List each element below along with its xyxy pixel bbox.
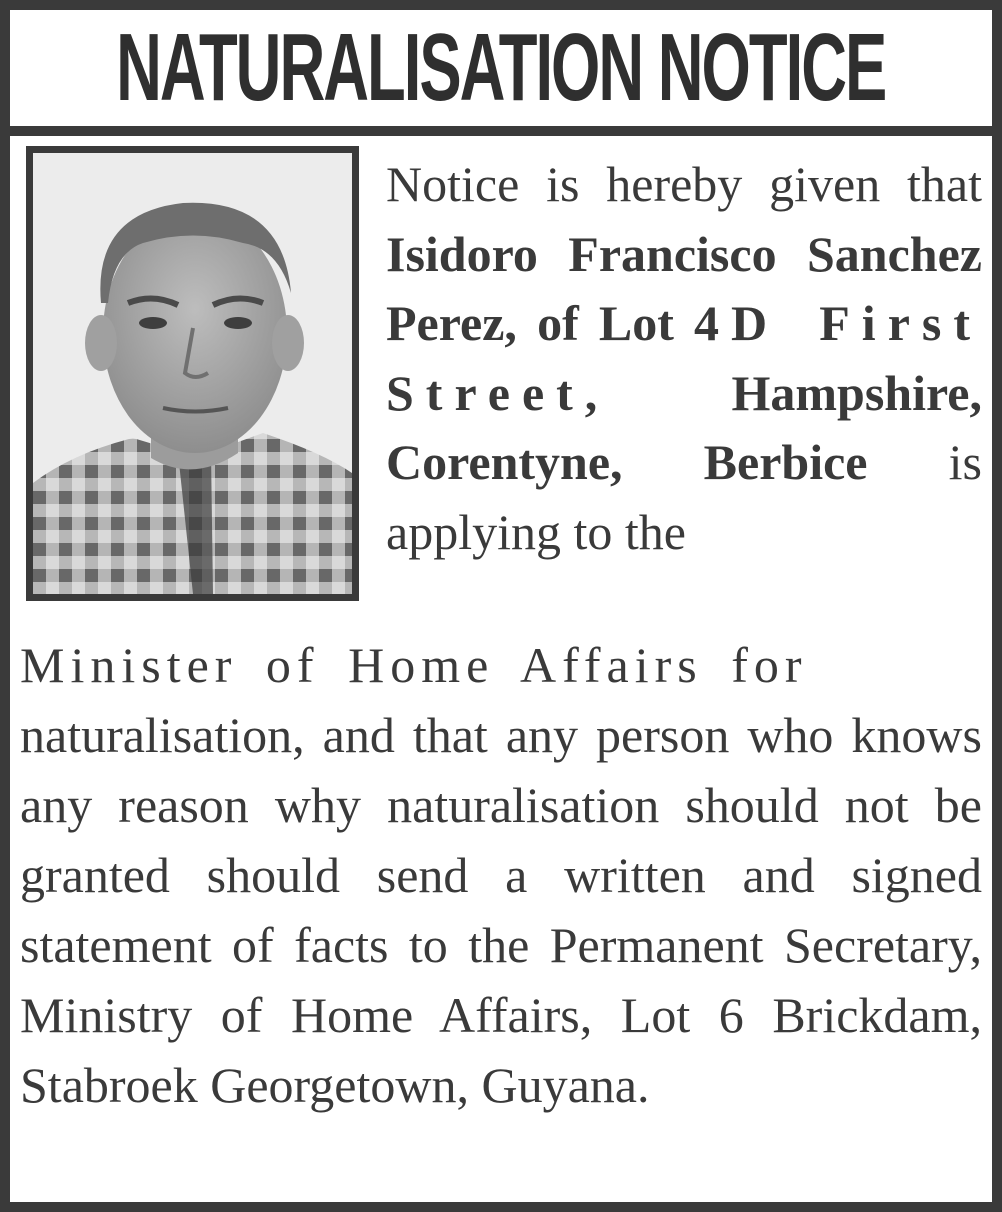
body-first-line: Minister of Home Affairs for bbox=[20, 637, 808, 693]
intro-text-3: is applying to the bbox=[386, 434, 982, 560]
notice-content bbox=[10, 136, 992, 1202]
address-line: 4D First Street, bbox=[386, 295, 983, 421]
intro-text-1: Notice is hereby given that bbox=[386, 156, 982, 212]
title-bar bbox=[10, 10, 992, 126]
applicant-name: Isidoro Francisco Sanchez Perez, bbox=[386, 225, 982, 351]
body-rest: naturalisation, and that any person who knows any reason why naturalisation should not be granted should send a written and signed statement of facts to the Permanent Secretary, Ministry of Home Affairs, Lot 6 Brickdam, Stabroek Georgetown, Guyana. bbox=[20, 707, 982, 1113]
intro-text-2: of Lot bbox=[516, 295, 695, 351]
portrait-image bbox=[33, 153, 352, 594]
notice-title: NATURALISATION NOTICE bbox=[116, 14, 886, 121]
intro-paragraph bbox=[386, 150, 982, 567]
applicant-photo bbox=[26, 146, 359, 601]
body-paragraph bbox=[20, 630, 982, 1120]
address-region: Hampshire, Corentyne, Berbice bbox=[386, 364, 982, 490]
